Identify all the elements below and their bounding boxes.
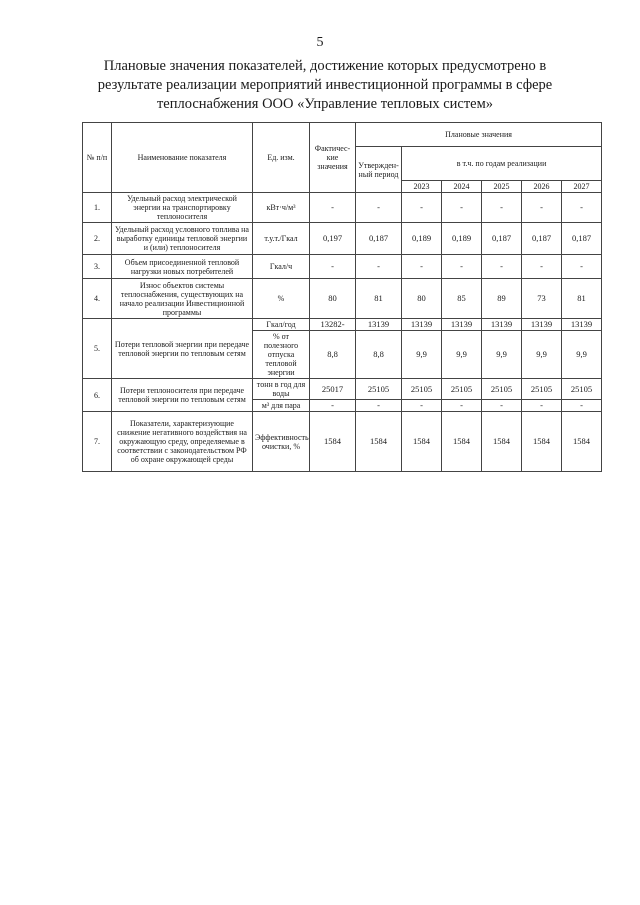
value-cell: - [442, 193, 482, 223]
value-cell: 25105 [402, 379, 442, 400]
indicator-unit: кВт·ч/м³ [253, 193, 310, 223]
value-cell: 1584 [310, 412, 356, 472]
header-actual: Фактичес-кие значения [310, 123, 356, 193]
value-cell: 9,9 [522, 331, 562, 379]
indicator-unit: Эффективность очистки, % [253, 412, 310, 472]
indicator-unit: Гкал/ч [253, 255, 310, 279]
value-cell: 1584 [402, 412, 442, 472]
value-cell: - [482, 400, 522, 412]
value-cell: 13139 [442, 319, 482, 331]
value-cell: 25105 [356, 379, 402, 400]
value-cell: 81 [562, 279, 602, 319]
value-cell: 1584 [482, 412, 522, 472]
value-cell: 0,187 [562, 223, 602, 255]
header-planned: Плановые значения [356, 123, 602, 147]
indicator-name: Потери тепловой энергии при передаче тепловой энергии по тепловым сетям [112, 319, 253, 379]
value-cell: 25105 [482, 379, 522, 400]
value-cell: 13282- [310, 319, 356, 331]
header-by-years: в т.ч. по годам реализации [402, 147, 602, 181]
row-num: 3. [83, 255, 112, 279]
value-cell: 8,8 [356, 331, 402, 379]
page-number: 5 [316, 35, 324, 50]
row-num: 6. [83, 379, 112, 412]
value-cell: 0,187 [522, 223, 562, 255]
value-cell: 25017 [310, 379, 356, 400]
indicator-unit: Гкал/год [253, 319, 310, 331]
value-cell: 25105 [562, 379, 602, 400]
value-cell: - [356, 193, 402, 223]
value-cell: - [310, 193, 356, 223]
table-row [83, 319, 602, 331]
value-cell: 13139 [522, 319, 562, 331]
table-row [83, 193, 602, 223]
value-cell: - [310, 400, 356, 412]
indicator-name: Износ объектов системы теплоснабжения, существующих на начало реализации Инвестиционной программы [112, 279, 253, 319]
header-row [83, 123, 602, 147]
value-cell: - [522, 255, 562, 279]
table-row [83, 412, 602, 472]
value-cell: 13139 [356, 319, 402, 331]
indicator-name: Объем присоединенной тепловой нагрузки новых потребителей [112, 255, 253, 279]
value-cell: 80 [310, 279, 356, 319]
value-cell: - [310, 255, 356, 279]
value-cell: 80 [402, 279, 442, 319]
header-approved: Утвержден-ный период [356, 147, 402, 193]
value-cell: 9,9 [402, 331, 442, 379]
value-cell: 0,189 [402, 223, 442, 255]
row-num: 4. [83, 279, 112, 319]
indicator-unit: % от полезного отпуска тепловой энергии [253, 331, 310, 379]
value-cell: 9,9 [482, 331, 522, 379]
value-cell: - [522, 193, 562, 223]
header-year: 2024 [442, 181, 482, 193]
value-cell: - [482, 255, 522, 279]
table-row [83, 279, 602, 319]
value-cell: - [402, 400, 442, 412]
table-row [83, 255, 602, 279]
value-cell: 1584 [356, 412, 402, 472]
value-cell: 81 [356, 279, 402, 319]
indicator-name: Показатели, характеризующие снижение негативного воздействия на окружающую среду, определяемые в соответствии с законодательством РФ об охране окружающей среды [112, 412, 253, 472]
value-cell: - [562, 193, 602, 223]
value-cell: 13139 [562, 319, 602, 331]
value-cell: 25105 [522, 379, 562, 400]
indicator-unit: тонн в год для воды [253, 379, 310, 400]
indicator-name: Удельный расход электрической энергии на транспортировку теплоносителя [112, 193, 253, 223]
indicator-name: Потери теплоносителя при передаче тепловой энергии по тепловым сетям [112, 379, 253, 412]
value-cell: - [442, 255, 482, 279]
value-cell: - [522, 400, 562, 412]
value-cell: - [402, 255, 442, 279]
header-year: 2023 [402, 181, 442, 193]
value-cell: 13139 [482, 319, 522, 331]
document-title: Плановые значения показателей, достижение которых предусмотрено в результате реализации мероприятий инвестиционной программы в сфере теплоснабжения ООО «Управление тепловых систем» [97, 58, 553, 112]
value-cell: 0,189 [442, 223, 482, 255]
value-cell: 73 [522, 279, 562, 319]
value-cell: 13139 [402, 319, 442, 331]
indicator-unit: % [253, 279, 310, 319]
value-cell: 9,9 [442, 331, 482, 379]
table-row [83, 379, 602, 400]
value-cell: 1584 [562, 412, 602, 472]
value-cell: - [442, 400, 482, 412]
header-name: Наименование показателя [112, 123, 253, 193]
value-cell: 8,8 [310, 331, 356, 379]
value-cell: 0,187 [356, 223, 402, 255]
value-cell: - [402, 193, 442, 223]
value-cell: 89 [482, 279, 522, 319]
value-cell: - [356, 400, 402, 412]
header-year: 2026 [522, 181, 562, 193]
value-cell: 1584 [442, 412, 482, 472]
value-cell: 85 [442, 279, 482, 319]
value-cell: - [356, 255, 402, 279]
value-cell: 1584 [522, 412, 562, 472]
header-unit: Ед. изм. [253, 123, 310, 193]
indicator-name: Удельный расход условного топлива на выработку единицы тепловой энергии и (или) теплоносителя [112, 223, 253, 255]
value-cell: 25105 [442, 379, 482, 400]
header-year: 2025 [482, 181, 522, 193]
value-cell: 9,9 [562, 331, 602, 379]
value-cell: - [482, 193, 522, 223]
value-cell: - [562, 400, 602, 412]
row-num: 5. [83, 319, 112, 379]
indicator-unit: м³ для пара [253, 400, 310, 412]
indicators-table [82, 122, 602, 472]
row-num: 1. [83, 193, 112, 223]
value-cell: - [562, 255, 602, 279]
indicator-unit: т.у.т./Гкал [253, 223, 310, 255]
header-year: 2027 [562, 181, 602, 193]
value-cell: 0,197 [310, 223, 356, 255]
table-row [83, 223, 602, 255]
row-num: 7. [83, 412, 112, 472]
row-num: 2. [83, 223, 112, 255]
value-cell: 0,187 [482, 223, 522, 255]
header-num: № п/п [83, 123, 112, 193]
